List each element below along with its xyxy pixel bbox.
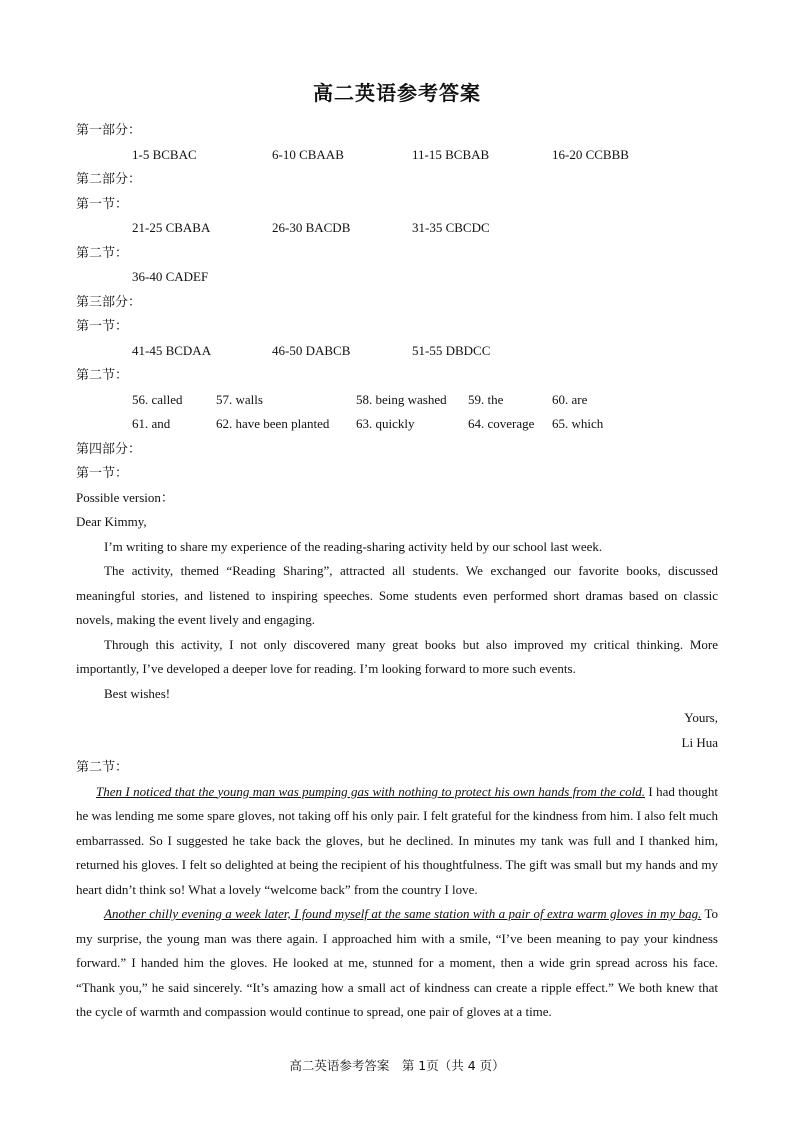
answer-group: 1-5 BCBAC <box>132 146 197 162</box>
fill-answer: 56. called <box>132 391 183 407</box>
part2-section1-answers <box>76 216 718 241</box>
part3-fill-row-2 <box>76 412 718 437</box>
answer-group: 51-55 DBDCC <box>412 342 491 358</box>
part4-label: 第四部分： <box>76 440 142 456</box>
answer-group: 26-30 BACDB <box>272 220 351 235</box>
part1-answers <box>76 143 718 168</box>
answer-group: 11-15 BCBAB <box>412 146 490 162</box>
page-title: 高二英语参考答案 <box>313 83 481 105</box>
fill-answer: 65. which <box>552 416 604 431</box>
answer-group: 46-50 DABCB <box>272 342 351 358</box>
possible-version-label: Possible version： <box>76 489 174 505</box>
given-first-sentence: Another chilly evening a week later, I found myself at the same station with a pair of extra warm gloves in my bag. <box>104 906 702 921</box>
part4-section1-label: 第一节： <box>76 465 129 480</box>
answer-group: 31-35 CBCDC <box>412 220 490 235</box>
paragraph-text: I had thought he was lending me some spare gloves, not taking off his only pair. I felt grateful for the kindness from him. I also felt much embarrassed. So I suggested he take back the gloves, but he declined. In minutes my tank was full and I thanked him, returned his gloves. I felt so delighted at being the recipient of his thoughtfulness. The gift was small but my hands and my heart didn’t think so! What a lovely “welcome back” from the country I love. <box>76 783 718 897</box>
fill-answer: 63. quickly <box>356 416 415 431</box>
page-footer: 高二英语参考答案 第 1页（共 4 页） <box>289 1058 505 1073</box>
letter-signature: Li Hua <box>681 734 718 750</box>
part2-section2-answers <box>76 265 718 290</box>
fill-answer: 60. are <box>552 391 588 407</box>
part3-fill-row-1 <box>76 388 718 413</box>
part3-section1-answers <box>76 339 718 364</box>
part3-section2-label: 第二节： <box>76 367 129 382</box>
part2-section2-label: 第二节： <box>76 244 129 260</box>
answer-group: 16-20 CCBBB <box>552 146 629 162</box>
continuation-paragraph-2 <box>76 902 718 1025</box>
fill-answer: 59. the <box>468 391 504 407</box>
part3-label: 第三部分： <box>76 293 142 309</box>
fill-answer: 57. walls <box>216 391 263 407</box>
letter-signoff: Yours, <box>684 710 718 725</box>
paragraph-text: To my surprise, the young man was there again. I approached him with a smile, “I’ve been meaning to pay your kindness forward.” I handed him the gloves. He looked at me, stunned for a moment, then a wide grin spread across his face. “Thank you,” he said sincerely. “It’s amazing how a small act of kindness can create a ripple effect.” We both knew that the cycle of warmth and compassion would continue to spread, one pair of gloves at a time. <box>76 906 718 1019</box>
continuation-paragraph-1 <box>76 780 718 903</box>
given-first-sentence: Then I noticed that the young man was pumping gas with nothing to protect his own hands from the cold. <box>96 783 646 799</box>
fill-answer: 58. being washed <box>356 391 447 407</box>
part4-section2-label: 第二节： <box>76 759 129 774</box>
letter-salutation: Dear Kimmy, <box>76 514 147 529</box>
part2-label: 第二部分： <box>76 171 142 186</box>
letter-paragraph-2: The activity, themed “Reading Sharing”, attracted all students. We exchanged our favorite books, discussed meaningful stories, and listened to inspiring speeches. Some students even performed short dramas based on classic novels, making the event lively and engaging. <box>76 563 718 627</box>
letter-paragraph-3: Through this activity, I not only discovered many great books but also improved my critical thinking. More importantly, I’ve developed a deeper love for reading. I’m looking forward to more such events. <box>76 636 718 676</box>
part1-label: 第一部分： <box>76 122 142 137</box>
part2-section1-label: 第一节： <box>76 195 129 211</box>
fill-answer: 61. and <box>132 416 171 431</box>
fill-answer: 62. have been planted <box>216 416 330 431</box>
answer-group: 21-25 CBABA <box>132 220 211 235</box>
part3-section1-label: 第一节： <box>76 318 129 333</box>
fill-answer: 64. coverage <box>468 416 535 431</box>
answer-content <box>76 118 718 1025</box>
letter-closing: Best wishes! <box>104 685 171 701</box>
letter-paragraph-1: I’m writing to share my experience of the reading-sharing activity held by our school last week. <box>104 538 603 554</box>
answer-group: 36-40 CADEF <box>132 269 209 284</box>
answer-group: 6-10 CBAAB <box>272 146 344 162</box>
answer-group: 41-45 BCDAA <box>132 342 212 358</box>
